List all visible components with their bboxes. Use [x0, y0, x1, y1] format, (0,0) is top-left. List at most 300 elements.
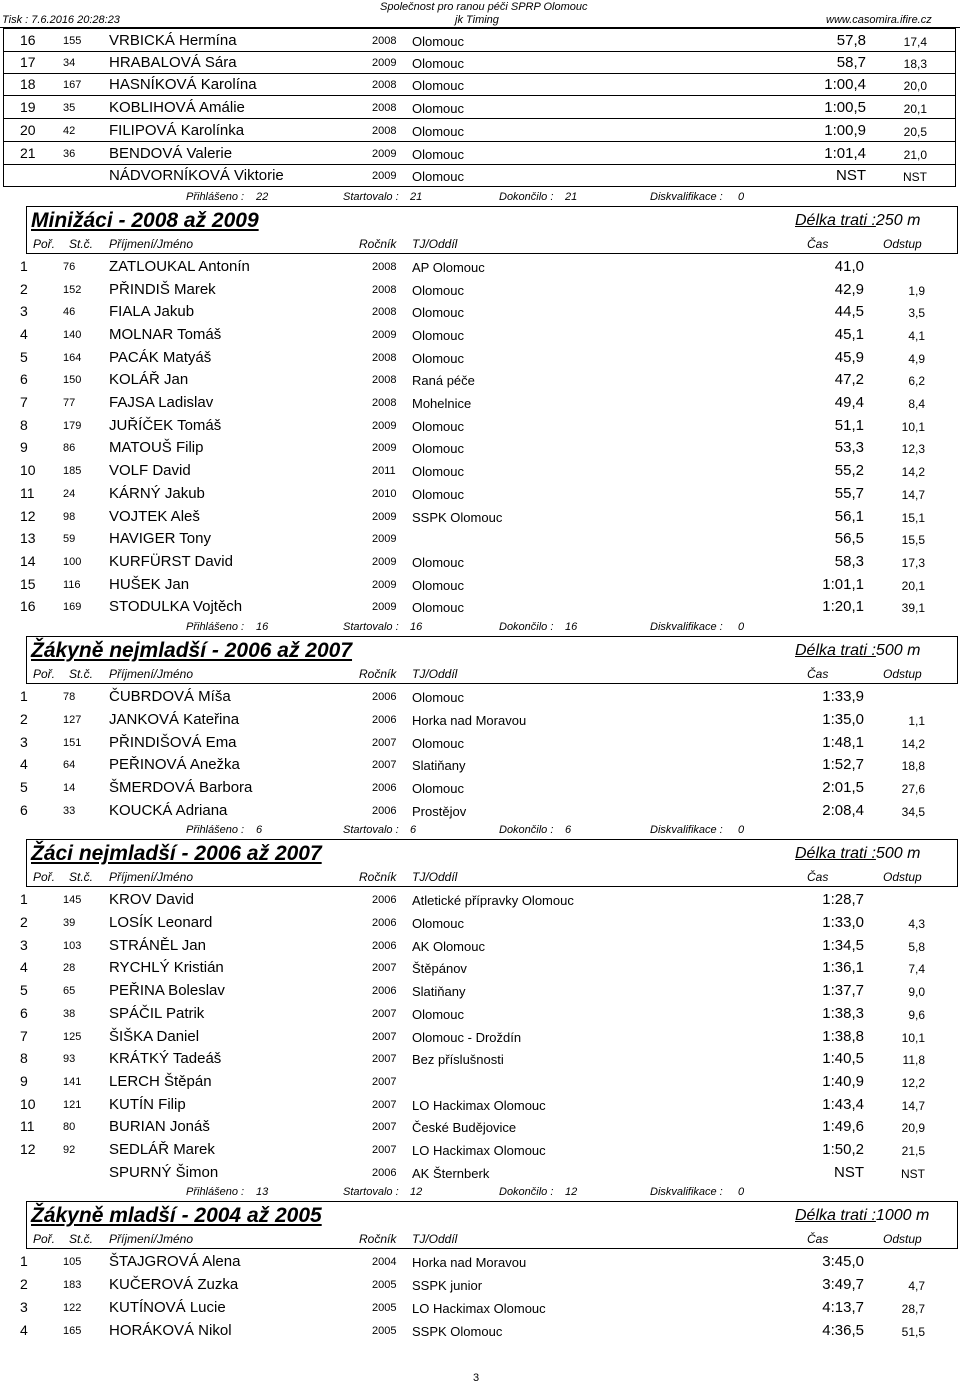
placement: 16 [20, 32, 36, 48]
athlete-name: HASNÍKOVÁ Karolína [109, 76, 257, 93]
club-name: Olomouc [412, 78, 465, 93]
club-name: Olomouc [412, 690, 465, 705]
col-time: Čas [807, 237, 829, 251]
bib-number: 141 [63, 1076, 82, 1088]
result-row [0, 459, 960, 482]
placement: 1 [20, 258, 28, 274]
bib-number: 39 [63, 917, 76, 929]
time-gap: 17,4 [903, 35, 927, 49]
time-gap: 21,5 [901, 1144, 925, 1158]
placement: 8 [20, 1050, 28, 1066]
result-row [0, 934, 960, 957]
athlete-name: VOLF David [109, 462, 191, 479]
time-gap: 8,4 [908, 397, 925, 411]
category-summary [0, 822, 960, 838]
time-gap: 39,1 [901, 601, 925, 615]
time-gap: 4,1 [908, 329, 925, 343]
bib-number: 64 [63, 759, 76, 771]
athlete-name: KÁRNÝ Jakub [109, 485, 205, 502]
track-length-label: Délka trati : [795, 845, 876, 862]
registered-count: 16 [256, 621, 269, 633]
birth-year: 2008 [372, 102, 397, 114]
result-row [0, 300, 960, 323]
birth-year: 2009 [372, 420, 397, 432]
athlete-name: ZATLOUKAL Antonín [109, 258, 250, 275]
bib-number: 125 [63, 1031, 82, 1043]
bib-number: 179 [63, 420, 82, 432]
time-gap: 4,9 [908, 352, 925, 366]
placement: 3 [20, 734, 28, 750]
placement: 19 [20, 99, 36, 115]
disqualified-label: Diskvalifikace : [650, 824, 723, 836]
result-row [0, 346, 960, 369]
registered-count: 13 [256, 1186, 269, 1198]
club-name: AK Šternberk [412, 1166, 490, 1181]
birth-year: 2011 [372, 465, 396, 477]
result-row [0, 1319, 960, 1342]
bib-number: 150 [63, 374, 82, 386]
track-length-label: Délka trati : [795, 642, 876, 659]
column-header [26, 867, 958, 887]
registered-count: 22 [256, 191, 269, 203]
time-gap: 20,1 [903, 102, 927, 116]
placement: 20 [20, 122, 36, 138]
disqualified-count: 0 [738, 621, 745, 633]
placement: 5 [20, 779, 28, 795]
category-summary [0, 1184, 960, 1200]
club-name: Olomouc [412, 578, 465, 593]
result-row [0, 1138, 960, 1161]
column-header [26, 664, 958, 684]
finish-time: 1:33,9 [822, 688, 864, 705]
bib-number: 145 [63, 894, 82, 906]
birth-year: 2007 [372, 737, 397, 749]
club-name: SSPK junior [412, 1278, 483, 1293]
athlete-name: MOLNAR Tomáš [109, 326, 222, 343]
birth-year: 2009 [372, 170, 397, 182]
placement: 13 [20, 530, 36, 546]
result-row [0, 368, 960, 391]
started-count: 21 [410, 191, 423, 203]
birth-year: 2005 [372, 1302, 397, 1314]
birth-year: 2007 [372, 962, 397, 974]
time-gap: 17,3 [901, 556, 925, 570]
placement: 6 [20, 371, 28, 387]
finish-time: 1:33,0 [822, 914, 864, 931]
col-name: Příjmení/Jméno [109, 870, 194, 884]
finish-time: 2:08,4 [822, 802, 864, 819]
club-name: Olomouc [412, 916, 465, 931]
athlete-name: KURFÜRST David [109, 553, 233, 570]
print-header [0, 0, 960, 28]
result-row [0, 278, 960, 301]
placement: 4 [20, 756, 28, 772]
finish-time: 45,1 [834, 326, 864, 343]
time-gap: 10,1 [901, 1031, 925, 1045]
club-name: Olomouc [412, 441, 465, 456]
track-length-label: Délka trati : [795, 1207, 876, 1224]
started-label: Startovalo : [343, 191, 399, 203]
bib-number: 38 [63, 1008, 76, 1020]
time-gap: 27,6 [901, 782, 925, 796]
bib-number: 28 [63, 962, 76, 974]
birth-year: 2007 [372, 1076, 397, 1088]
print-timestamp: Tisk : 7.6.2016 20:28:23 [2, 14, 120, 26]
athlete-name: LOSÍK Leonard [109, 914, 213, 931]
birth-year: 2007 [372, 1008, 397, 1020]
club-name: Olomouc [412, 419, 465, 434]
track-length [795, 642, 920, 660]
athlete-name: KROV David [109, 891, 195, 908]
athlete-name: JANKOVÁ Kateřina [109, 711, 240, 728]
col-bib: St.č. [69, 667, 94, 681]
athlete-name: VRBICKÁ Hermína [109, 32, 237, 49]
finish-time: 55,2 [834, 462, 864, 479]
finish-time: 41,0 [834, 258, 864, 275]
bib-number: 46 [63, 306, 76, 318]
bib-number: 169 [63, 601, 82, 613]
bib-number: 35 [63, 102, 76, 114]
col-placement: Poř. [33, 870, 56, 884]
time-gap: NST [901, 1167, 925, 1181]
placement: 4 [20, 959, 28, 975]
bib-number: 121 [63, 1099, 82, 1111]
time-gap: 11,8 [902, 1053, 925, 1067]
started-label: Startovalo : [343, 1186, 399, 1198]
athlete-name: ČUBRDOVÁ Míša [109, 688, 231, 705]
finished-label: Dokončilo : [499, 621, 554, 633]
finished-label: Dokončilo : [499, 824, 554, 836]
birth-year: 2008 [372, 397, 397, 409]
placement: 17 [20, 54, 36, 70]
placement: 10 [20, 1096, 36, 1112]
placement: 11 [20, 485, 35, 501]
finish-time: 1:00,9 [824, 122, 866, 139]
birth-year: 2009 [372, 442, 397, 454]
placement: 2 [20, 281, 28, 297]
club-name: Olomouc [412, 147, 465, 162]
bib-number: 93 [63, 1053, 76, 1065]
placement: 18 [20, 76, 36, 92]
bib-number: 105 [63, 1256, 82, 1268]
finish-time: NST [836, 167, 866, 184]
result-row [3, 164, 956, 187]
col-club: TJ/Oddíl [412, 1232, 458, 1246]
bib-number: 33 [63, 805, 76, 817]
col-club: TJ/Oddíl [412, 870, 458, 884]
athlete-name: KUTÍN Filip [109, 1096, 186, 1113]
time-gap: 7,4 [908, 962, 925, 976]
athlete-name: BURIAN Jonáš [109, 1118, 210, 1135]
club-name: Olomouc [412, 487, 465, 502]
bib-number: 151 [63, 737, 82, 749]
result-row [0, 573, 960, 596]
club-name: Olomouc - Droždín [412, 1030, 522, 1045]
club-name: Olomouc [412, 328, 465, 343]
col-bib: St.č. [69, 237, 94, 251]
placement: 16 [20, 598, 36, 614]
category-title: Žákyně mladší - 2004 až 2005 [31, 1204, 322, 1227]
time-gap: 3,5 [908, 306, 925, 320]
bib-number: 167 [63, 79, 82, 91]
club-name: AP Olomouc [412, 260, 485, 275]
result-row [0, 1161, 960, 1184]
birth-year: 2007 [372, 1053, 397, 1065]
bib-number: 65 [63, 985, 76, 997]
birth-year: 2008 [372, 374, 397, 386]
placement: 12 [20, 508, 36, 524]
time-gap: 34,5 [901, 805, 925, 819]
birth-year: 2006 [372, 782, 397, 794]
club-name: Mohelnice [412, 396, 472, 411]
birth-year: 2008 [372, 125, 397, 137]
finish-time: 1:40,9 [822, 1073, 864, 1090]
club-name: LO Hackimax Olomouc [412, 1098, 546, 1113]
placement: 2 [20, 914, 28, 930]
category-header [26, 636, 958, 665]
category-summary [0, 189, 960, 205]
result-row [0, 888, 960, 911]
time-gap: 51,5 [901, 1325, 925, 1339]
club-name: Slatiňany [412, 984, 466, 999]
bib-number: 140 [63, 329, 82, 341]
result-row [0, 1047, 960, 1070]
col-name: Příjmení/Jméno [109, 1232, 194, 1246]
athlete-name: PŘINDIŠOVÁ Ema [109, 734, 237, 751]
club-name: Olomouc [412, 101, 465, 116]
club-name: Olomouc [412, 781, 465, 796]
athlete-name: HORÁKOVÁ Nikol [109, 1322, 232, 1339]
bib-number: 98 [63, 511, 76, 523]
birth-year: 2007 [372, 1031, 397, 1043]
registered-label: Přihlášeno : [186, 621, 245, 633]
finish-time: 4:36,5 [822, 1322, 864, 1339]
time-gap: 4,3 [908, 917, 925, 931]
column-header [26, 1229, 958, 1249]
club-name: SSPK Olomouc [412, 510, 503, 525]
birth-year: 2005 [372, 1325, 397, 1337]
club-name: Olomouc [412, 169, 465, 184]
disqualified-count: 0 [738, 191, 745, 203]
bib-number: 116 [63, 579, 81, 591]
birth-year: 2009 [372, 148, 397, 160]
finish-time: 1:40,5 [822, 1050, 864, 1067]
club-name: Olomouc [412, 600, 465, 615]
started-count: 6 [410, 824, 417, 836]
birth-year: 2007 [372, 1144, 397, 1156]
placement: 5 [20, 349, 28, 365]
category-header [26, 1201, 958, 1230]
bib-number: 78 [63, 691, 76, 703]
club-name: SSPK Olomouc [412, 1324, 503, 1339]
club-name: Olomouc [412, 34, 465, 49]
started-count: 12 [410, 1186, 423, 1198]
result-row [0, 731, 960, 754]
result-row [0, 1002, 960, 1025]
result-row [3, 73, 956, 96]
timing-website: www.casomira.ifire.cz [826, 14, 932, 26]
athlete-name: SEDLÁŘ Marek [109, 1141, 215, 1158]
athlete-name: JUŘÍČEK Tomáš [109, 417, 222, 434]
result-row [0, 436, 960, 459]
category-header [26, 206, 958, 235]
track-length-value: 250 m [875, 212, 921, 229]
col-placement: Poř. [33, 667, 56, 681]
finish-time: 56,1 [834, 508, 864, 525]
bib-number: 80 [63, 1121, 76, 1133]
bib-number: 103 [63, 940, 82, 952]
club-name: Raná péče [412, 373, 475, 388]
result-row [0, 1250, 960, 1273]
placement: 3 [20, 1299, 28, 1315]
athlete-name: BENDOVÁ Valerie [109, 145, 233, 162]
category-summary [0, 619, 960, 635]
finish-time: 1:28,7 [822, 891, 864, 908]
col-gap: Odstup [883, 870, 922, 884]
result-row [0, 1296, 960, 1319]
athlete-name: SPÁČIL Patrik [109, 1005, 205, 1022]
athlete-name: PEŘINA Boleslav [109, 982, 225, 999]
time-gap: 18,8 [901, 759, 925, 773]
athlete-name: NÁDVORNÍKOVÁ Viktorie [109, 167, 284, 184]
birth-year: 2006 [372, 1167, 397, 1179]
col-placement: Poř. [33, 1232, 56, 1246]
disqualified-label: Diskvalifikace : [650, 1186, 723, 1198]
col-year: Ročník [359, 1232, 397, 1246]
athlete-name: VOJTEK Aleš [109, 508, 200, 525]
birth-year: 2006 [372, 894, 397, 906]
finish-time: 1:36,1 [822, 959, 864, 976]
athlete-name: PACÁK Matyáš [109, 349, 212, 366]
athlete-name: SPURNÝ Šimon [109, 1164, 219, 1181]
started-label: Startovalo : [343, 621, 399, 633]
col-bib: St.č. [69, 1232, 94, 1246]
result-row [0, 255, 960, 278]
track-length-value: 500 m [875, 845, 921, 862]
col-year: Ročník [359, 870, 397, 884]
finish-time: 1:37,7 [822, 982, 864, 999]
placement: 4 [20, 1322, 28, 1338]
category-title: Žákyně nejmladší - 2006 až 2007 [31, 639, 353, 662]
birth-year: 2007 [372, 1099, 397, 1111]
placement: 10 [20, 462, 36, 478]
athlete-name: KUTÍNOVÁ Lucie [109, 1299, 226, 1316]
birth-year: 2006 [372, 985, 397, 997]
bib-number: 77 [63, 397, 76, 409]
result-row [0, 505, 960, 528]
placement: 3 [20, 937, 28, 953]
time-gap: 15,5 [901, 533, 925, 547]
track-length [795, 212, 920, 230]
club-name: České Budějovice [412, 1120, 517, 1135]
placement: 4 [20, 326, 28, 342]
finish-time: 55,7 [834, 485, 864, 502]
result-row [0, 595, 960, 618]
placement: 15 [20, 576, 36, 592]
result-row [0, 482, 960, 505]
placement: 12 [20, 1141, 36, 1157]
result-row [0, 776, 960, 799]
disqualified-label: Diskvalifikace : [650, 621, 723, 633]
placement: 5 [20, 982, 28, 998]
athlete-name: PŘINDIŠ Marek [109, 281, 216, 298]
club-name: Olomouc [412, 464, 465, 479]
started-label: Startovalo : [343, 824, 399, 836]
track-length-label: Délka trati : [795, 212, 876, 229]
time-gap: 1,1 [908, 714, 925, 728]
club-name: LO Hackimax Olomouc [412, 1143, 546, 1158]
time-gap: 1,9 [908, 284, 925, 298]
time-gap: 5,8 [908, 940, 925, 954]
result-row [3, 28, 956, 52]
col-time: Čas [807, 870, 829, 884]
finish-time: 1:00,4 [824, 76, 866, 93]
birth-year: 2008 [372, 35, 397, 47]
finish-time: 58,3 [834, 553, 864, 570]
track-length-value: 1000 m [875, 1207, 930, 1224]
athlete-name: FILIPOVÁ Karolínka [109, 122, 245, 139]
col-time: Čas [807, 1232, 829, 1246]
birth-year: 2007 [372, 759, 397, 771]
bib-number: 76 [63, 261, 76, 273]
time-gap: 12,3 [901, 442, 925, 456]
time-gap: 20,0 [903, 79, 927, 93]
bib-number: 152 [63, 284, 82, 296]
placement: 21 [20, 145, 36, 161]
result-row [3, 142, 956, 165]
birth-year: 2009 [372, 57, 397, 69]
placement: 6 [20, 802, 28, 818]
finish-time: 1:48,1 [822, 734, 864, 751]
finished-count: 16 [565, 621, 578, 633]
birth-year: 2006 [372, 691, 397, 703]
club-name: Slatiňany [412, 758, 466, 773]
registered-count: 6 [256, 824, 263, 836]
birth-year: 2007 [372, 1121, 397, 1133]
athlete-name: KOBLIHOVÁ Amálie [109, 99, 245, 116]
result-row [0, 1025, 960, 1048]
finish-time: 57,8 [836, 32, 866, 49]
birth-year: 2008 [372, 284, 397, 296]
track-length-value: 500 m [875, 642, 921, 659]
result-row [0, 550, 960, 573]
bib-number: 183 [63, 1279, 82, 1291]
registered-label: Přihlášeno : [186, 191, 245, 203]
finish-time: 1:50,2 [822, 1141, 864, 1158]
time-gap: NST [903, 170, 927, 184]
disqualified-count: 0 [738, 824, 745, 836]
birth-year: 2006 [372, 940, 397, 952]
finish-time: 44,5 [834, 303, 864, 320]
birth-year: 2004 [372, 1256, 397, 1268]
time-gap: 6,2 [908, 374, 925, 388]
track-length [795, 1207, 929, 1225]
timing-provider: jk Timing [455, 14, 499, 26]
athlete-name: STRÁNĚL Jan [109, 937, 206, 954]
placement: 2 [20, 711, 28, 727]
registered-label: Přihlášeno : [186, 824, 245, 836]
time-gap: 14,7 [901, 488, 925, 502]
athlete-name: ŠIŠKA Daniel [109, 1028, 200, 1045]
col-gap: Odstup [883, 667, 922, 681]
col-bib: St.č. [69, 870, 94, 884]
disqualified-count: 0 [738, 1186, 745, 1198]
result-row [0, 1093, 960, 1116]
finish-time: 3:45,0 [822, 1253, 864, 1270]
time-gap: 18,3 [903, 57, 927, 71]
track-length [795, 845, 920, 863]
time-gap: 14,2 [901, 465, 925, 479]
